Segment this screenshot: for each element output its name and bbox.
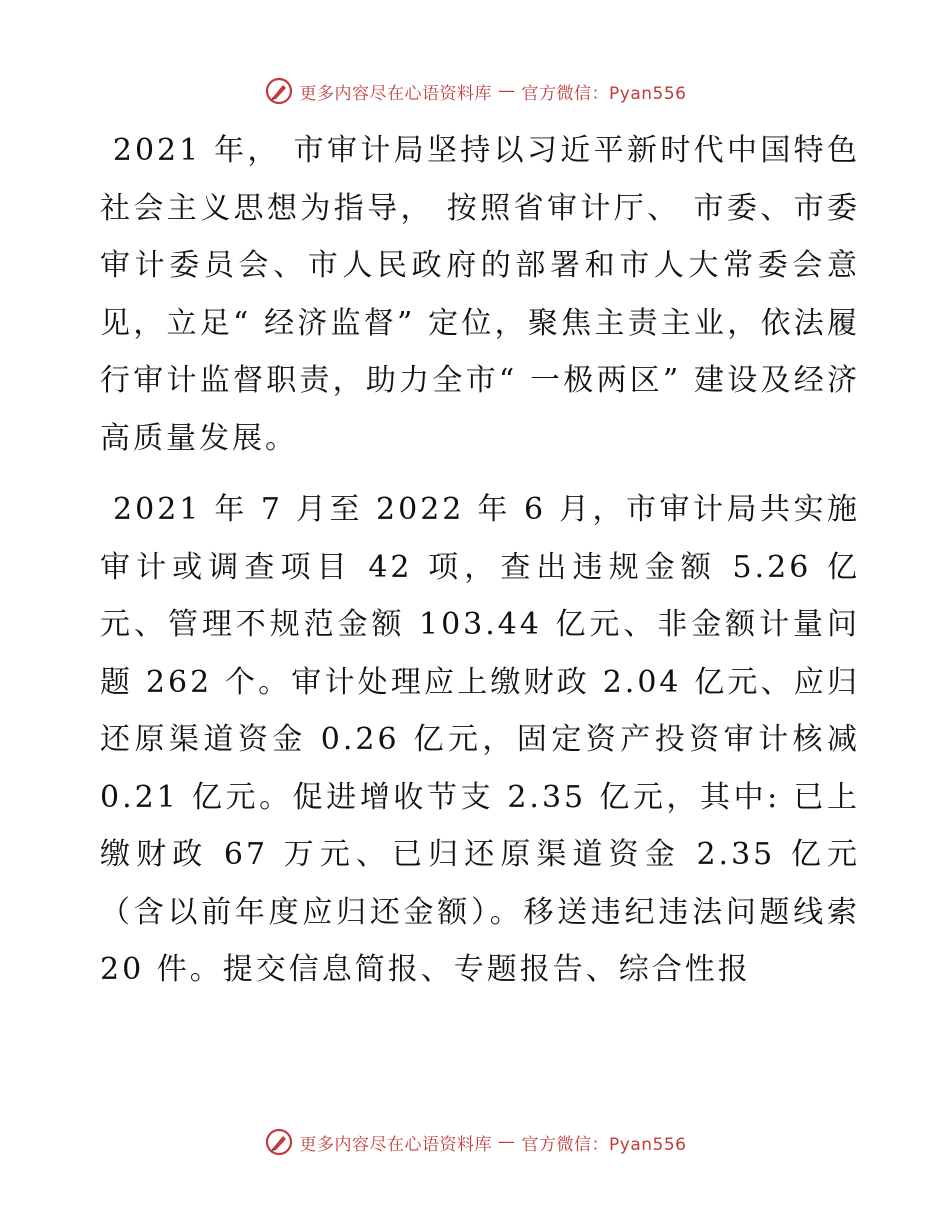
watermark-site-text: 更多内容尽在心语资料库 (299, 83, 493, 104)
watermark-wechat-text: 官方微信：Pyan556 (521, 83, 687, 104)
paragraph-1: 2021 年， 市审计局坚持以习近平新时代中国特色社会主义思想为指导， 按照省审计厅、 市委、市委审计委员会、市人民政府的部署和市人大常委会意见，立足“ 经济监督” 定位，聚焦主责主业，依法履行审计监督职责，助力全市“ 一极两区” 建设及经济高质量发展。 (100, 133, 860, 456)
watermark-wechat-text: 官方微信：Pyan556 (521, 1134, 687, 1155)
watermark-separator: — (498, 81, 516, 101)
pen-nib-icon (264, 76, 294, 106)
paragraph-2: 2021 年 7 月至 2022 年 6 月，市审计局共实施审计或调查项目 42 项，查出违规金额 5.26 亿元、管理不规范金额 103.44 亿元、非金额计量问题 262 个。审计处理应上缴财政 2.04 亿元、应归还原渠道资金 0.26 亿元，固定资产投资审计核减 0.21 亿元。促进增收节支 2.35 亿元，其中: 已上缴财政 67 万元、已归还原渠道资金 2.35 亿元（含以前年度应归还金额）。移送违纪违法问题线索 20 件。提交信息简报、专题报告、综合性报 (100, 492, 873, 987)
document-body (100, 122, 873, 999)
footer-watermark (0, 1127, 950, 1157)
watermark-separator: — (498, 1132, 516, 1152)
pen-nib-icon (264, 1127, 294, 1157)
watermark-site-text: 更多内容尽在心语资料库 (299, 1134, 493, 1155)
header-watermark (0, 76, 950, 106)
